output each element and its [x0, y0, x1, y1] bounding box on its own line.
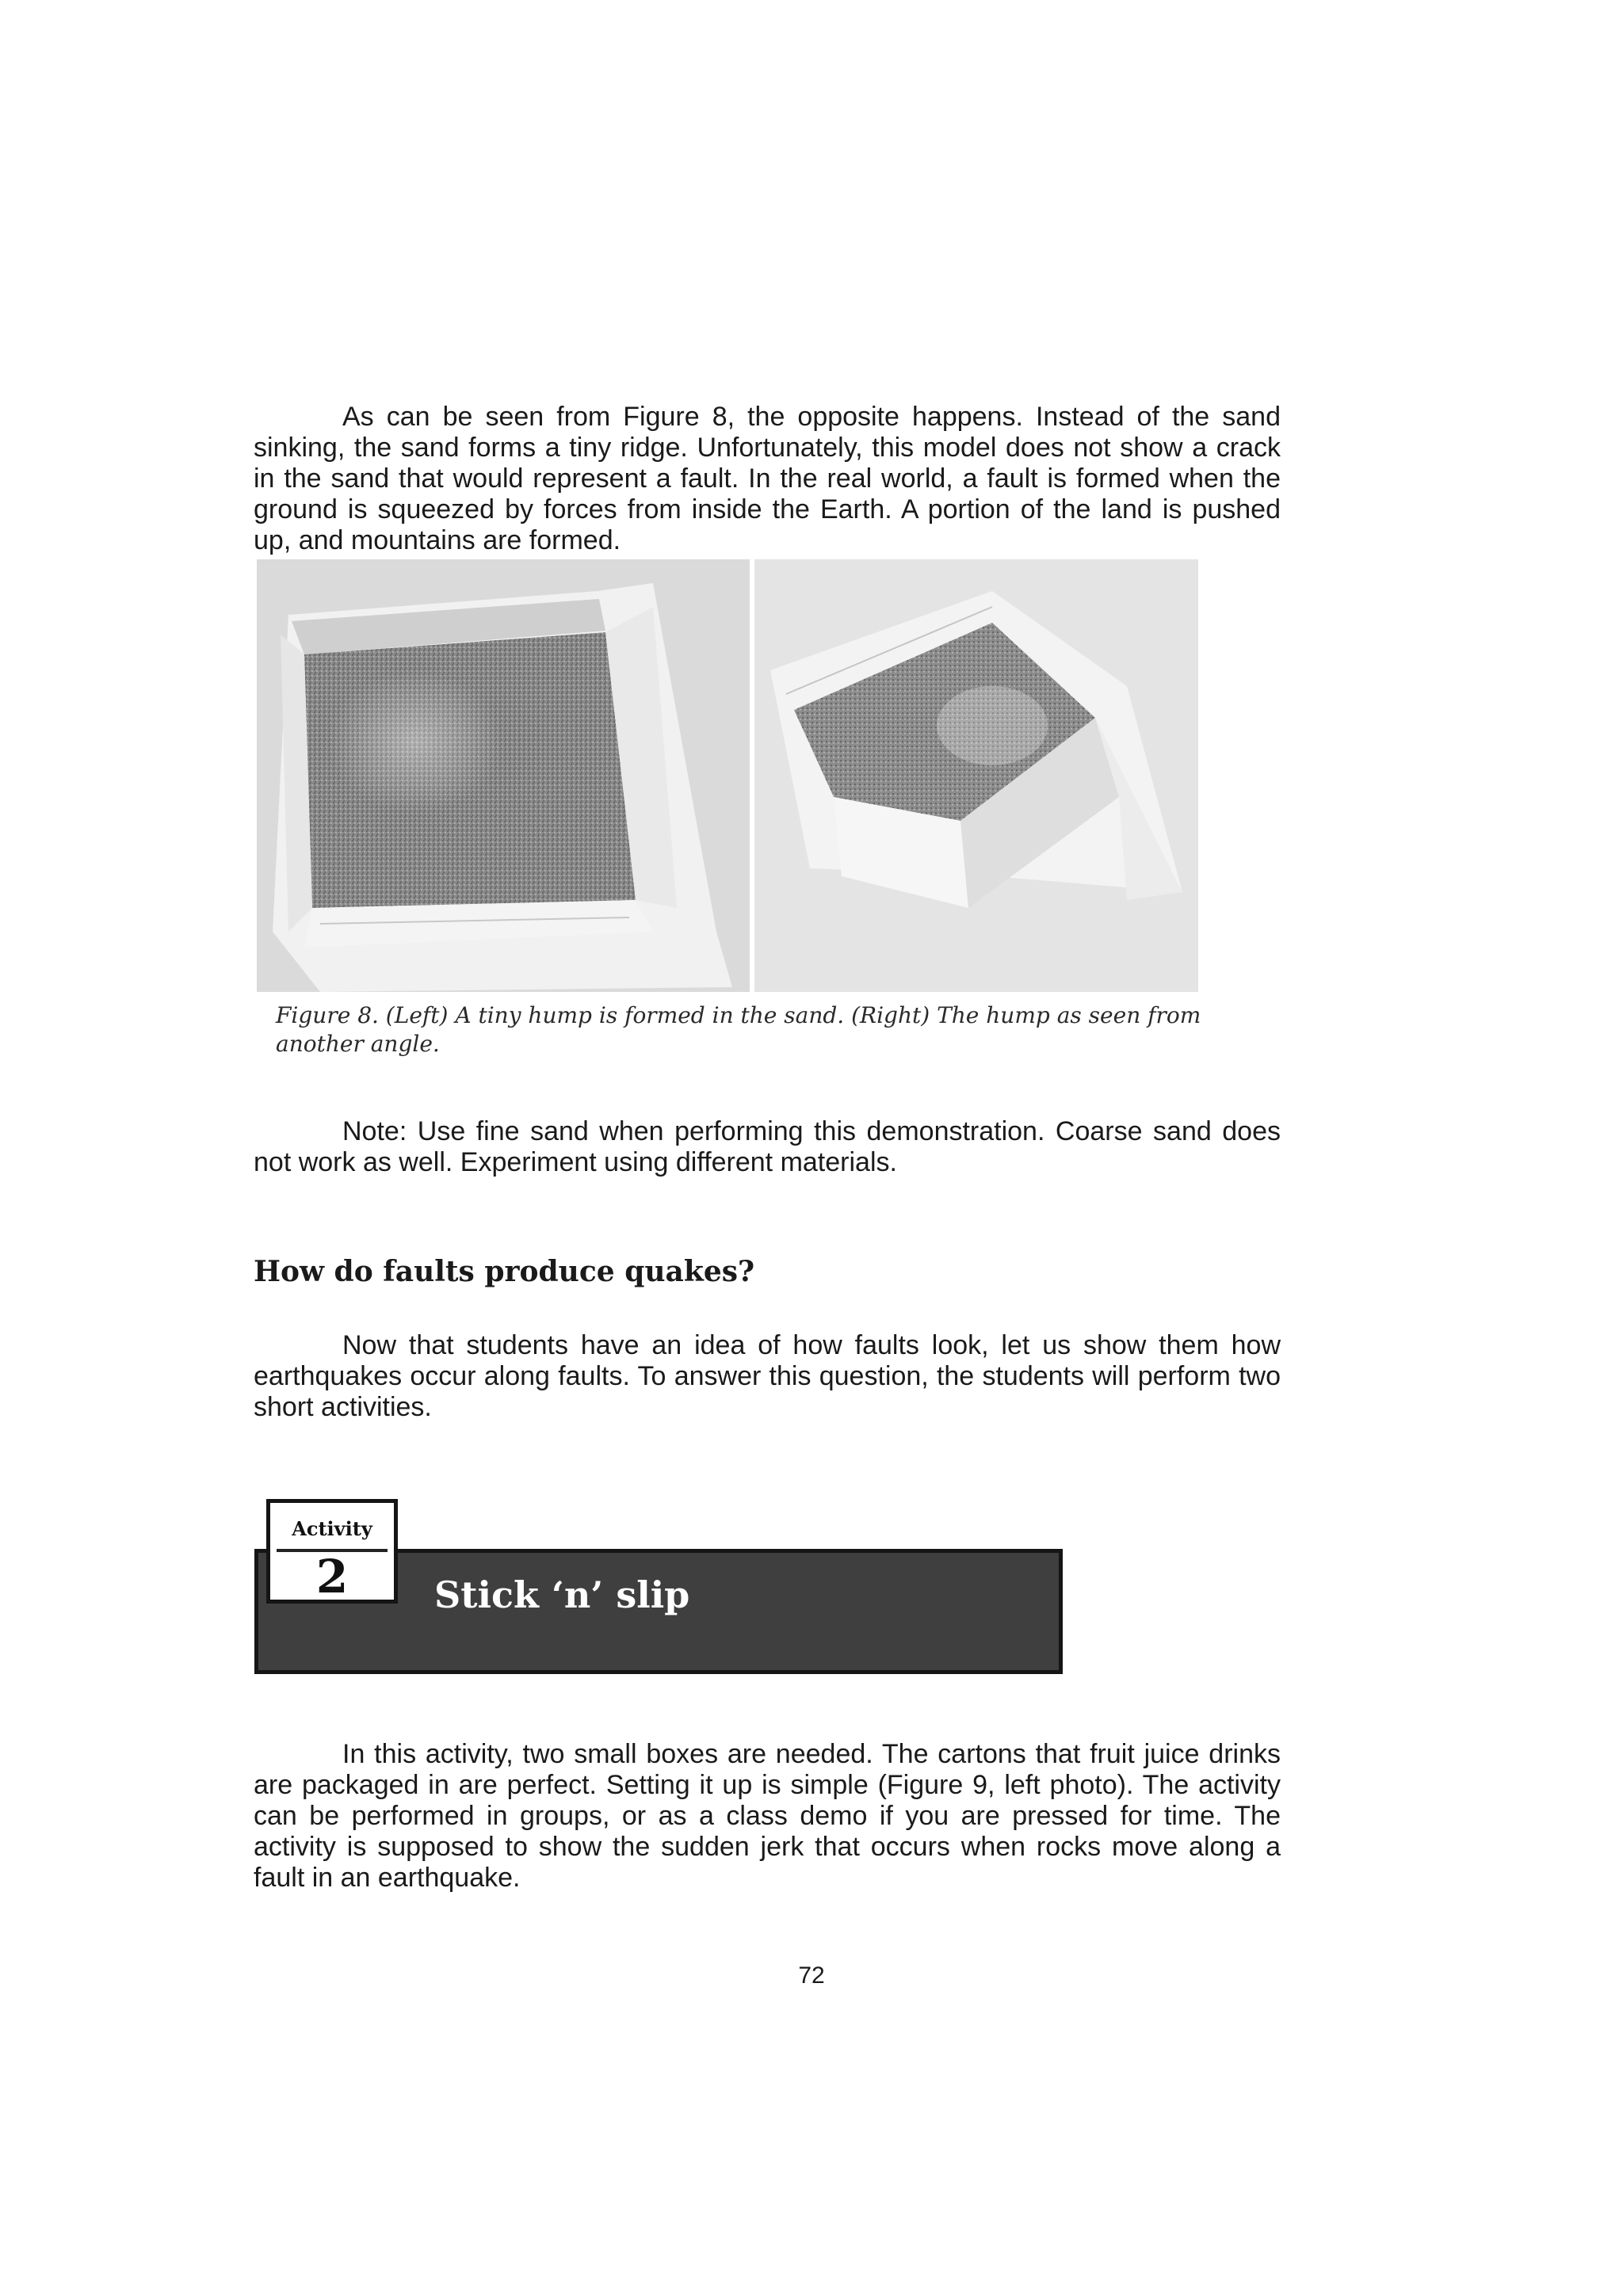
activity-title: Stick ‘n’ slip: [434, 1573, 690, 1616]
activity-tab: [266, 1499, 398, 1604]
sand-box-photo-right: [754, 559, 1198, 992]
activity-label: Activity: [292, 1517, 372, 1540]
activity-number: 2: [277, 1549, 388, 1600]
faults-quakes-paragraph: Now that students have an idea of how faults look, let us show them how earthquakes occur along faults. To answer this question, the students will perform two short activities.: [254, 1330, 1281, 1422]
activity-intro-paragraph: In this activity, two small boxes are needed. The cartons that fruit juice drinks are packaged in are perfect. Setting it up is simple (Figure 9, left photo). The activity can be performed in groups, or as a class demo if you are pressed for time. The activity is supposed to show the sudden jerk that occurs when rocks move along a fault in an earthquake.: [254, 1739, 1281, 1893]
figure-caption: Figure 8. (Left) A tiny hump is formed in the sand. (Right) The hump as seen from another angle.: [276, 1002, 1201, 1057]
page-number: 72: [798, 1962, 825, 1989]
intro-paragraph: As can be seen from Figure 8, the opposite happens. Instead of the sand sinking, the sand forms a tiny ridge. Unfortunately, this model does not show a crack in the sand that would represent a fault. In the real world, a fault is formed when the ground is squeezed by forces from inside the Earth. A portion of the land is pushed up, and mountains are formed.: [254, 402, 1281, 555]
section-heading: How do faults produce quakes?: [254, 1255, 755, 1288]
note-paragraph: Note: Use fine sand when performing this demonstration. Coarse sand does not work as well. Experiment using different materials.: [254, 1116, 1281, 1177]
sand-box-photo-left: [257, 559, 750, 992]
